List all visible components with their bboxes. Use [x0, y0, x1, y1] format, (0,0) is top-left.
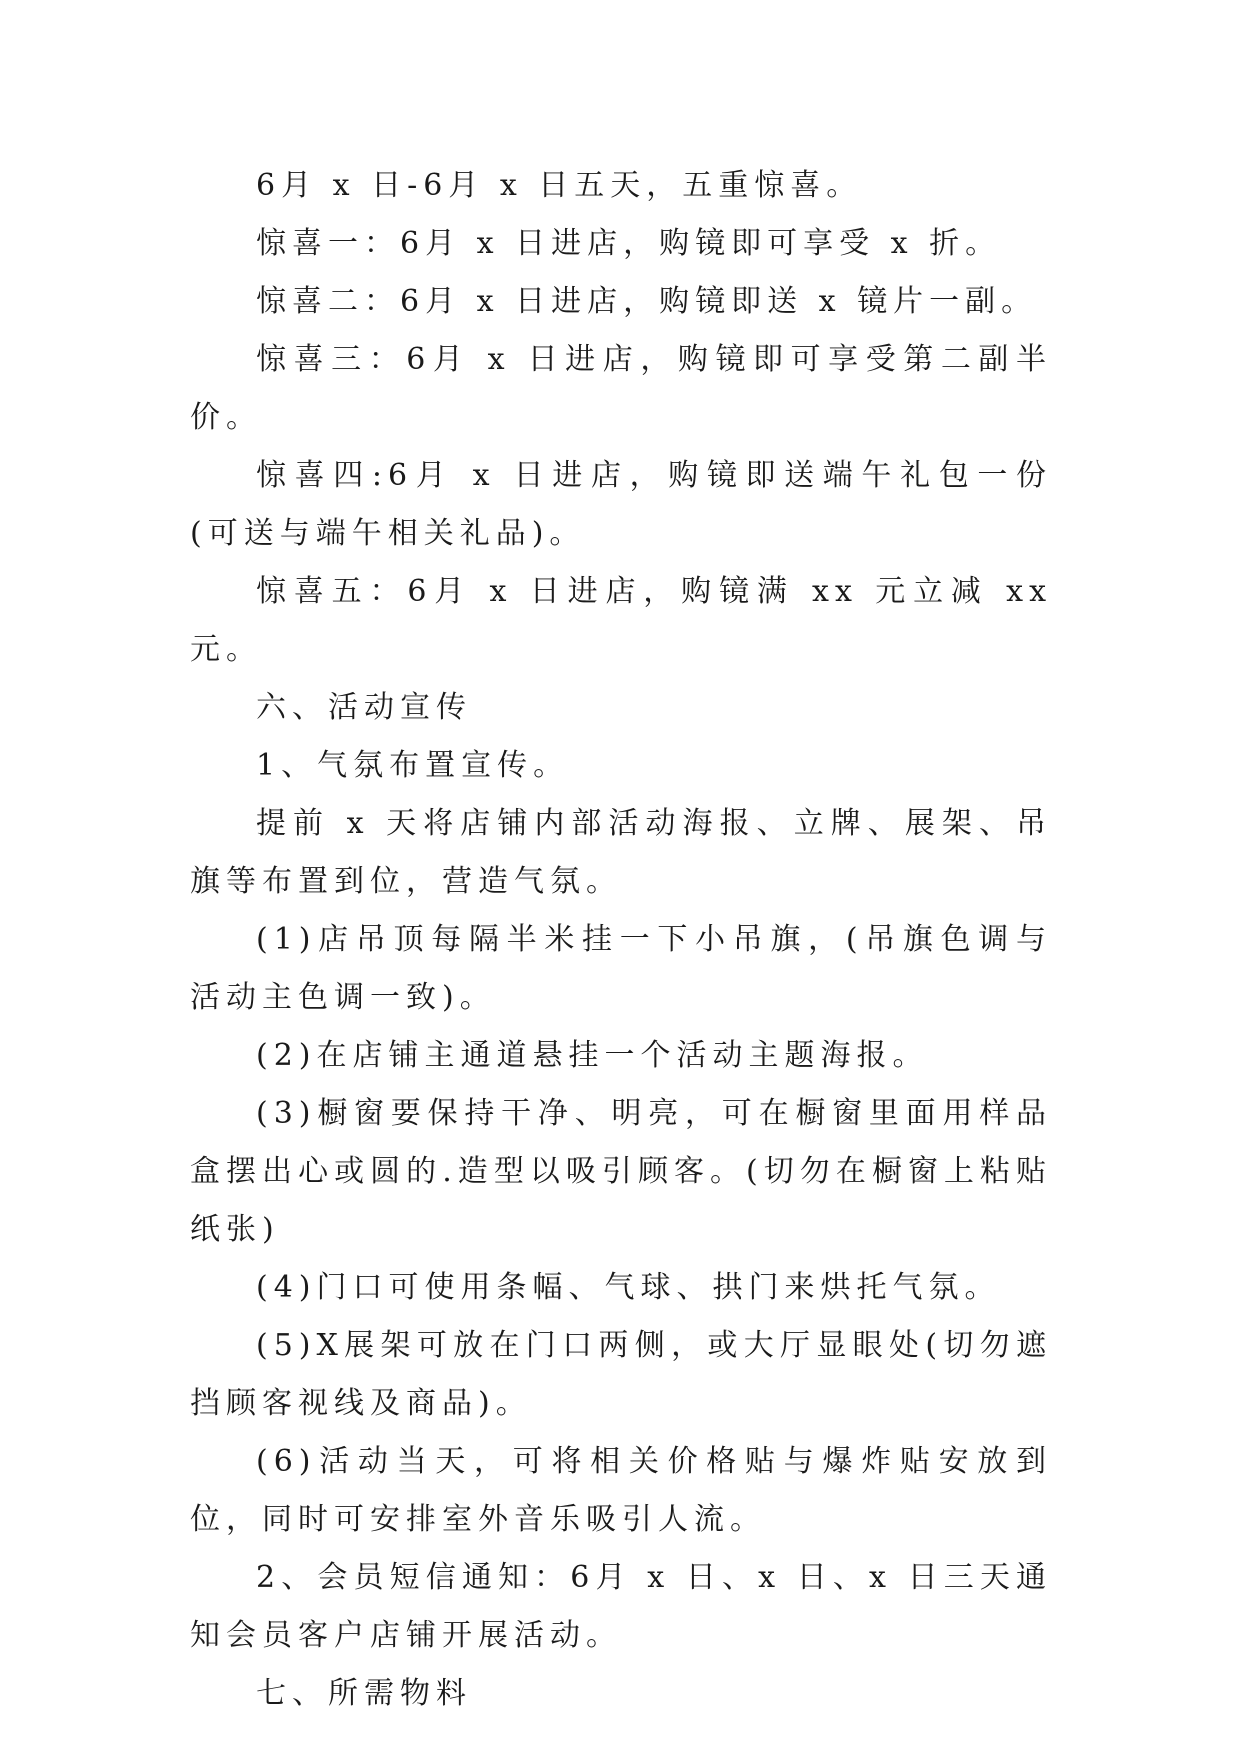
list-item-2: (2)在店铺主通道悬挂一个活动主题海报。 — [256, 1038, 929, 1073]
list-item-1: (1)店吊顶每隔半米挂一下小吊旗，(吊旗色调与活动主色调一致)。 — [190, 922, 1052, 1015]
paragraph-surprise-5: 惊喜五：6月 x 日进店，购镜满 xx 元立减 xx 元。 — [190, 574, 1052, 667]
paragraph-member-sms: 2、会员短信通知：6月 x 日、x 日、x 日三天通知会员客户店铺开展活动。 — [190, 1560, 1052, 1653]
paragraph-date-range: 6月 x 日-6月 x 日五天，五重惊喜。 — [256, 168, 863, 203]
paragraph-surprise-1: 惊喜一：6月 x 日进店，购镜即可享受 x 折。 — [256, 226, 1002, 261]
paragraph-surprise-4: 惊喜四:6月 x 日进店，购镜即送端午礼包一份(可送与端午相关礼品)。 — [190, 458, 1052, 551]
paragraph-surprise-3: 惊喜三：6月 x 日进店，购镜即可享受第二副半价。 — [190, 342, 1052, 435]
list-item-6: (6)活动当天，可将相关价格贴与爆炸贴安放到位，同时可安排室外音乐吸引人流。 — [190, 1444, 1052, 1537]
list-item-5: (5)X展架可放在门口两侧，或大厅显眼处(切勿遮挡顾客视线及商品)。 — [190, 1328, 1052, 1421]
list-item-3: (3)橱窗要保持干净、明亮，可在橱窗里面用样品盒摆出心或圆的.造型以吸引顾客。(切勿在橱窗上粘贴纸张) — [190, 1096, 1052, 1247]
paragraph-surprise-2: 惊喜二：6月 x 日进店，购镜即送 x 镜片一副。 — [256, 284, 1038, 319]
paragraph-preparation: 提前 x 天将店铺内部活动海报、立牌、展架、吊旗等布置到位，营造气氛。 — [190, 806, 1052, 899]
subheading-atmosphere: 1、气氛布置宣传。 — [256, 748, 570, 783]
list-item-4: (4)门口可使用条幅、气球、拱门来烘托气氛。 — [256, 1270, 1001, 1305]
document-body — [190, 157, 1052, 1723]
section-heading-promotion: 六、活动宣传 — [256, 690, 472, 725]
section-heading-materials: 七、所需物料 — [256, 1676, 472, 1711]
